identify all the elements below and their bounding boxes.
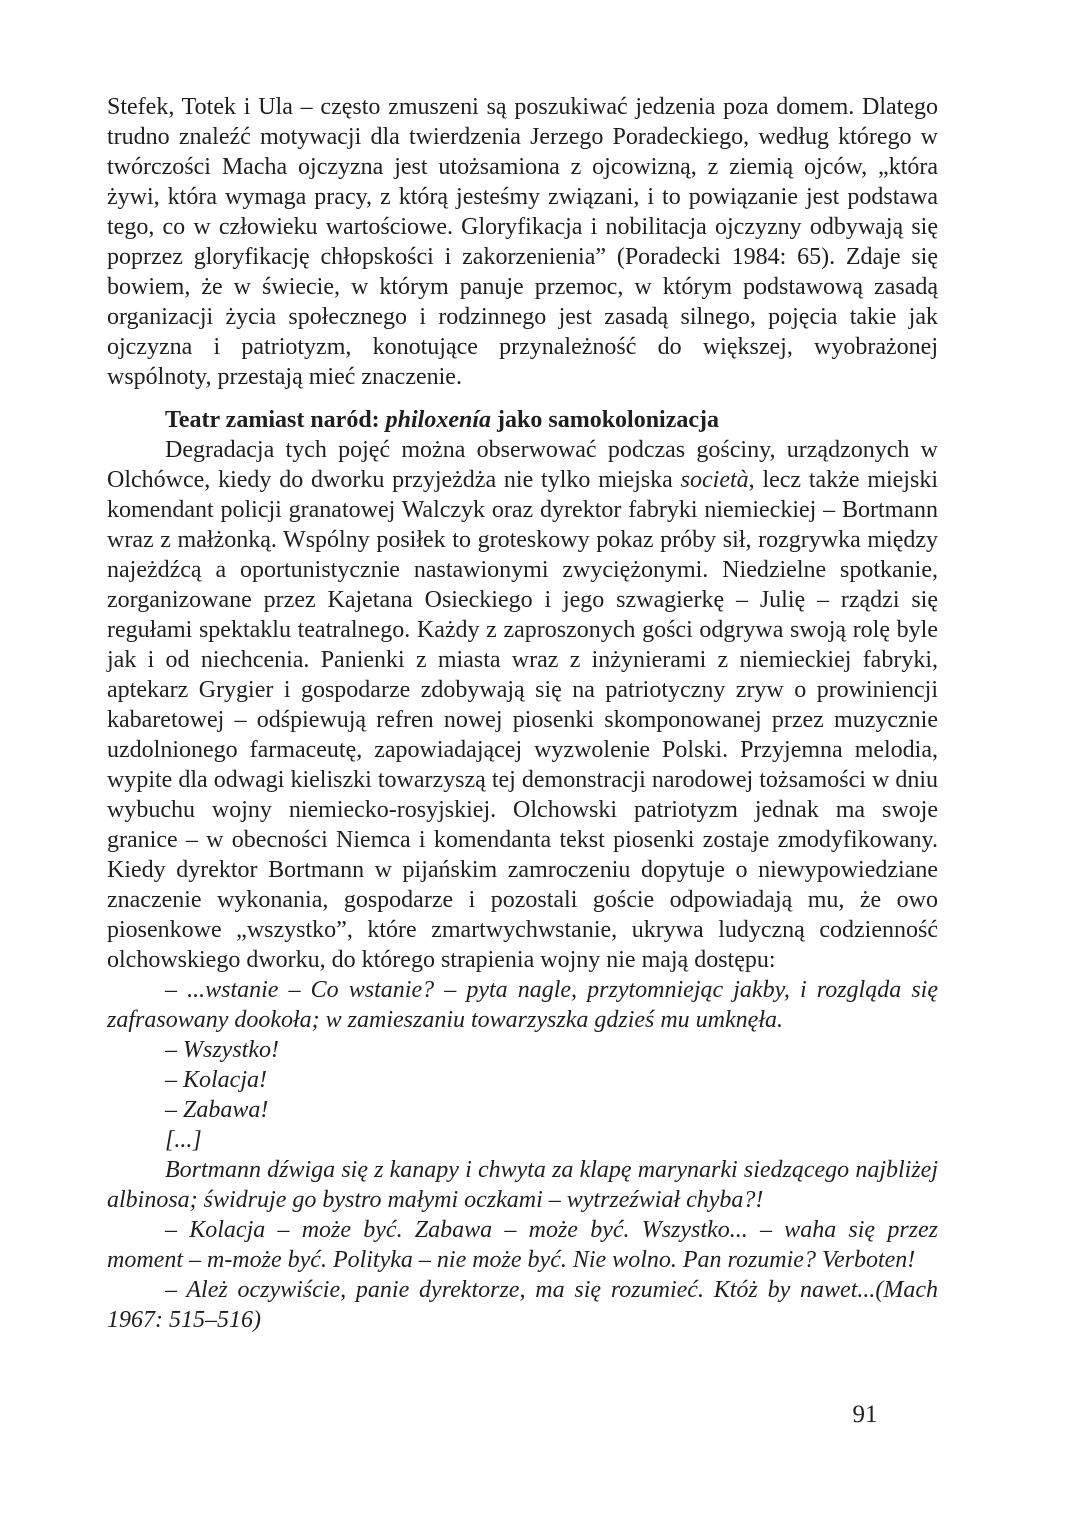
text-column [107, 92, 938, 1335]
page-number: 91 [852, 1401, 878, 1428]
paragraph-body-emphasis: società [680, 467, 749, 493]
section-heading-pre: Teatr zamiast naród: [165, 407, 386, 433]
quote-line: – ...wstanie – Co wstanie? – pyta nagle, przytomniejąc jakby, i rozgląda się zafrasowany dookoła; w zamieszaniu towarzyszka gdzieś mu umknęła. [107, 977, 938, 1033]
quote-line: – Kolacja! [165, 1067, 267, 1093]
quote-line: – Ależ oczywiście, panie dyrektorze, ma się rozumieć. Któż by nawet...(Mach 1967: 515–516) [107, 1277, 938, 1333]
section-heading-post: jako samokolonizacja [491, 407, 720, 433]
paragraph-intro-text: Stefek, Totek i Ula – często zmuszeni są poszukiwać jedzenia poza domem. Dlatego trudno znaleźć motywacji dla twierdzenia Jerzego Poradeckiego, według którego w twórczości Macha ojczyzna jest utożsamiona z ojcowizną, z ziemią ojców, „która żywi, która wymaga pracy, z którą jesteśmy związani, i to powiązanie jest podstawa tego, co w człowieku wartościowe. Gloryfikacja i nobilitacja ojczyzny odbywają się poprzez gloryfikację chłopskości i zakorzenienia” (Poradecki 1984: 65). Zdaje się bowiem, że w świecie, w którym panuje przemoc, w którym podstawową zasadą organizacji życia społecznego i rodzinnego jest zasadą silnego, pojęcia takie jak ojczyzna i patriotyzm, konotujące przynależność do większej, wyobrażonej wspólnoty, przestają mieć znaczenie. [107, 94, 938, 390]
section-heading-emphasis: philoxenía [385, 407, 492, 433]
paragraph-body [107, 435, 938, 975]
quote-line: – Kolacja – może być. Zabawa – może być. Wszystko... – waha się przez moment – m-może być. Polityka – nie może być. Nie wolno. Pan rozumie? Verboten! [107, 1217, 938, 1273]
quote-line: [...] [165, 1127, 202, 1153]
paragraph-body-part1: Degradacja tych pojęć można obserwować podczas gościny, urządzonych w Olchówce, kiedy do dworku przyjeżdża nie tylko miejska [107, 437, 938, 493]
quote-line: Bortmann dźwiga się z kanapy i chwyta za klapę marynarki siedzącego najbliżej albinosa; świdruje go bystro małymi oczkami – wytrzeźwiał chyba?! [107, 1157, 938, 1213]
paragraph-intro [107, 92, 938, 392]
quote-line: – Zabawa! [165, 1097, 269, 1123]
paragraph-body-part2: , lecz także miejski komendant policji granatowej Walczyk oraz dyrektor fabryki niemieckiej – Bortmann wraz z małżonką. Wspólny posiłek to groteskowy pokaz próby sił, rozgrywka między najeżdźcą a oportunistycznie nastawionymi zwyciężonymi. Niedzielne spotkanie, zorganizowane przez Kajetana Osieckiego i jego szwagierkę – Julię – rządzi się regułami spektaklu teatralnego. Każdy z zaproszonych gości odgrywa swoją rolę byle jak i od niechcenia. Panienki z miasta wraz z inżynierami z niemieckiej fabryki, aptekarz Grygier i gospodarze zdobywają się na patriotyczny zryw o prowiniencji kabaretowej – odśpiewują refren nowej piosenki skomponowanej przez muzycznie uzdolnionego farmaceutę, zapowiadającej wyzwolenie Polski. Przyjemna melodia, wypite dla odwagi kieliszki towarzyszą tej demonstracji narodowej tożsamości w dniu wybuchu wojny niemiecko-rosyjskiej. Olchowski patriotyzm jednak ma swoje granice – w obecności Niemca i komendanta tekst piosenki zostaje zmodyfikowany. Kiedy dyrektor Bortmann w pijańskim zamroczeniu dopytuje o niewypowiedziane znaczenie wykonania, gospodarze i pozostali goście odpowiadają mu, że owo piosenkowe „wszystko”, które zmartwychwstanie, ukrywa ludyczną codzienność olchowskiego dworku, do którego strapienia wojny nie mają dostępu: [107, 467, 938, 973]
section-heading [107, 405, 938, 435]
quote-line: – Wszystko! [165, 1037, 279, 1063]
